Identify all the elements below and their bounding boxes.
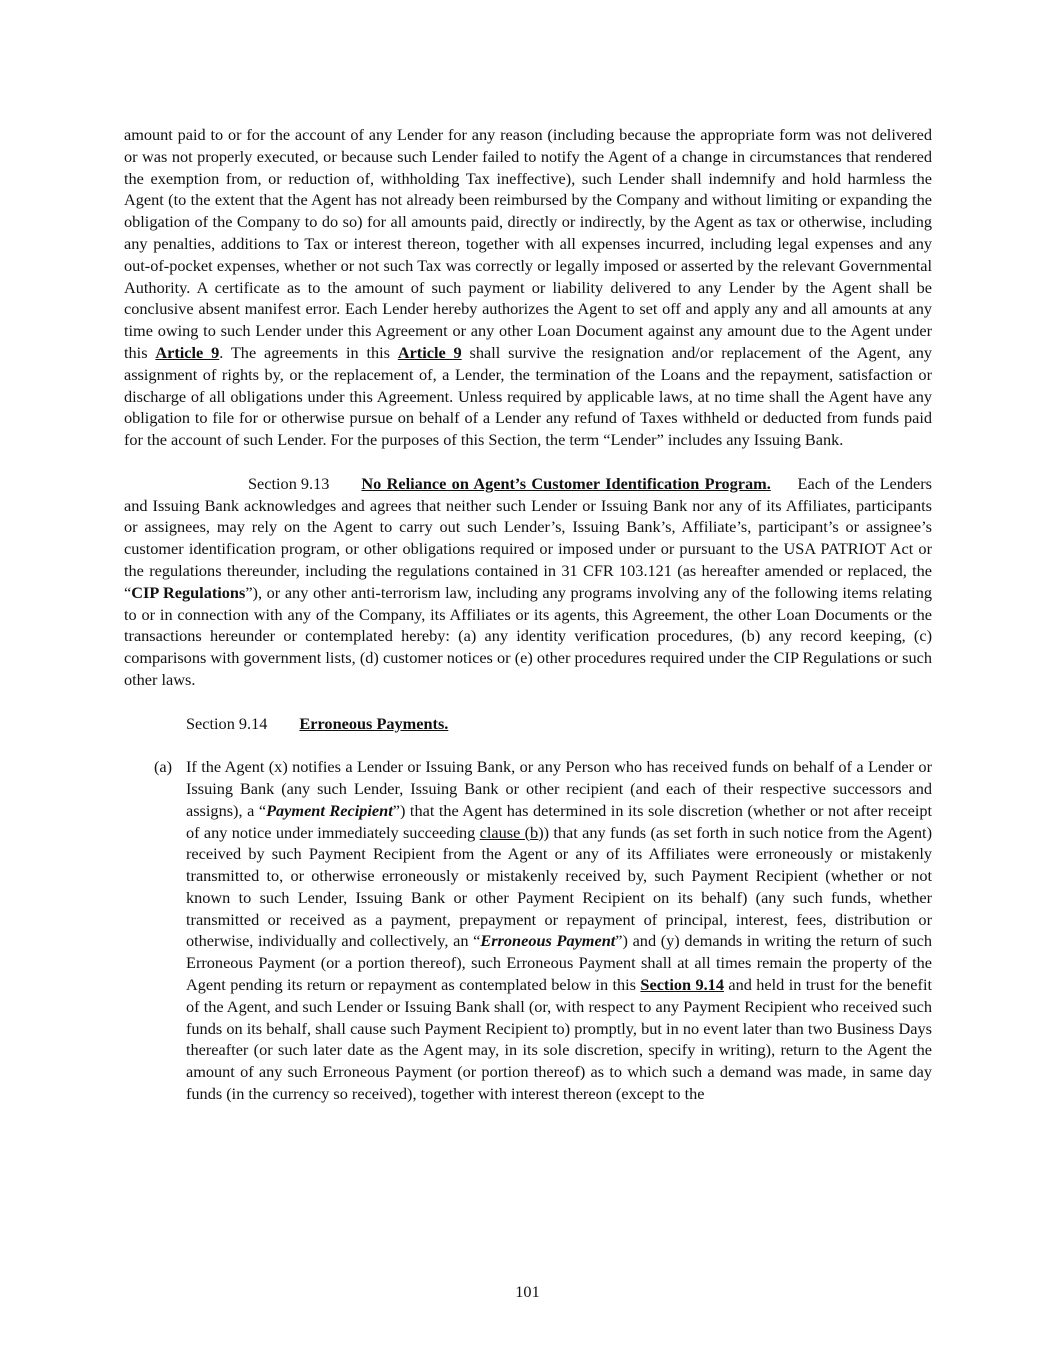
clause-a-text-1: If the Agent (x) notifies a Lender or Issuing Bank, or any Person who has received funds on behalf of a Lender or Issuing Bank (any such Lender, Issuing Bank or other recipient (and each of their respective successors and assigns), a “ <box>186 757 932 820</box>
section-9-14-heading <box>124 713 932 735</box>
section-9-14-number: Section 9.14 <box>186 713 268 733</box>
section-9-13-title: No Reliance on Agent’s Customer Identification Program. <box>361 473 771 493</box>
para1-text-3: shall survive the resignation and/or replacement of the Agent, any assignment of rights by, or the replacement of, a Lender, the termination of the Loans and the repayment, satisfaction or discharge of all obligations under this Agreement. Unless required by applicable laws, at no time shall the Agent have any obligation to file for or otherwise pursue on behalf of a Lender any refund of Taxes withheld or deducted from funds paid for the account of such Lender. For the purposes of this Section, the term “Lender” includes any Issuing Bank. <box>124 342 932 450</box>
erroneous-payment-term: Erroneous Payment <box>480 931 616 951</box>
section-9-14-title: Erroneous Payments. <box>299 713 449 733</box>
payment-recipient-term: Payment Recipient <box>266 800 393 820</box>
clause-a-label: (a) <box>154 757 173 777</box>
page-number: 101 <box>515 1282 540 1301</box>
clause-b-reference: clause (b) <box>479 822 544 842</box>
section-9-13 <box>124 473 932 691</box>
paragraph-indemnification <box>124 124 932 451</box>
cip-regulations-term: CIP Regulations <box>131 582 246 602</box>
clause-a-text <box>186 756 932 1105</box>
section-9-13-text-2: ”), or any other anti-terrorism law, including any programs involving any of the following items relating to or in connection with any of the Company, its Affiliates or its agents, this Agreement, the other Loan Documents or the transactions hereunder or contemplated hereby: (a) any identity verification procedures, (b) any record keeping, (c) comparisons with government lists, (d) customer notices or (e) other procedures required under the CIP Regulations or such other laws. <box>124 582 932 689</box>
document-page <box>124 124 932 1105</box>
section-9-13-text-1: Each of the Lenders and Issuing Bank acknowledges and agrees that neither such Lender or Issuing Bank nor any of its Affiliates, participants or assignees, may rely on the Agent to carry out such Lender’s, Issuing Bank’s, Affiliate’s, participant’s or assignee’s customer identification program, or other obligations required or imposed under or pursuant to the USA PATRIOT Act or the regulations thereunder, including the regulations contained in 31 CFR 103.121 (as hereafter amended or replaced, the “ <box>124 473 933 602</box>
para1-text-2: . The agreements in this <box>219 342 398 362</box>
para1-text-1: amount paid to or for the account of any Lender for any reason (including because the appropriate form was not delivered or was not properly executed, or because such Lender failed to notify the Agent of a change in circumstances that rendered the exemption from, or reduction of, withholding Tax ineffective), such Lender shall indemnify and hold harmless the Agent (to the extent that the Agent has not already been reimbursed by the Company and without limiting or expanding the obligation of the Company to do so) for all amounts paid, directly or indirectly, by the Agent as tax or otherwise, including any penalties, additions to Tax or interest thereon, together with all expenses incurred, including legal expenses and any out-of-pocket expenses, whether or not such Tax was correctly or legally imposed or asserted by the relevant Governmental Authority. A certificate as to the amount of such payment or liability delivered to any Lender by the Agent shall be conclusive absent manifest error. Each Lender hereby authorizes the Agent to set off and apply any and all amounts at any time owing to such Lender under this Agreement or any other Loan Document against any amount due to the Agent under this <box>124 125 932 362</box>
section-9-14-reference: Section 9.14 <box>640 975 724 995</box>
article-9-reference: Article 9 <box>397 342 462 362</box>
clause-a <box>124 756 932 1105</box>
clause-a-text-5: and held in trust for the benefit of the Agent, and such Lender or Issuing Bank shall (or, with respect to any Payment Recipient who received such funds on its behalf, shall cause such Payment Recipient to) promptly, but in no event later than two Business Days thereafter (or such later date as the Agent may, in its sole discretion, specify in writing), return to the Agent the amount of any such Erroneous Payment (or portion thereof) as to which such a demand was made, in same day funds (in the currency so received), together with interest thereon (except to the <box>186 975 932 1104</box>
section-9-13-number: Section 9.13 <box>248 473 330 493</box>
clause-a-text-2: ”) that the Agent has determined in its sole discretion (whether or not after receipt of any notice under immediately succeeding <box>186 800 933 842</box>
article-9-reference: Article 9 <box>155 342 220 362</box>
clause-a-text-3: ) that any funds (as set forth in such notice from the Agent) received by such Payment Recipient from the Agent or any of its Affiliates were erroneously or mistakenly transmitted to, or otherwise erroneously or mistakenly received by, such Payment Recipient (whether or not known to such Lender, Issuing Bank or other Payment Recipient on its behalf) (any such funds, whether transmitted or received as a payment, prepayment or repayment of principal, interest, fees, distribution or otherwise, individually and collectively, an “ <box>186 822 932 951</box>
clause-a-text-4: ”) and (y) demands in writing the return of such Erroneous Payment (or a portion thereof), such Erroneous Payment shall at all times remain the property of the Agent pending its return or repayment as contemplated below in this <box>186 931 932 995</box>
